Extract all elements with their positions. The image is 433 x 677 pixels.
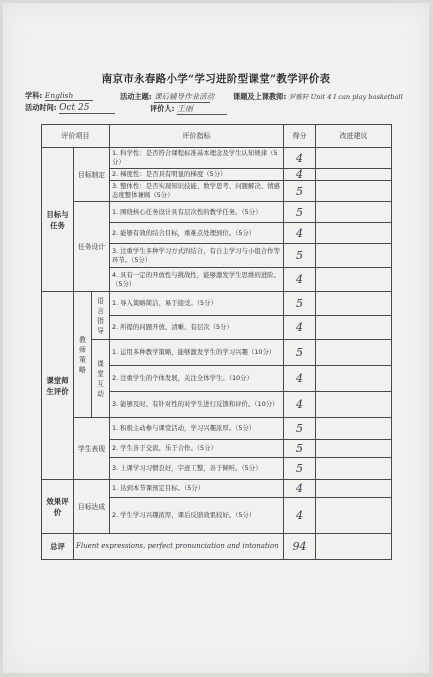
advice-cell <box>316 292 392 316</box>
evaluator-field <box>150 103 227 115</box>
section-classroom-label: 课堂师生评价 <box>42 292 74 480</box>
indicator-text: 2. 所提的问题开放、清晰、有层次（5分） <box>110 316 284 340</box>
advice-cell <box>316 244 392 268</box>
advice-cell <box>316 340 392 366</box>
indicator-text: 3. 上课学习习惯良好，字迹工整，善于倾听。（5分） <box>110 458 284 480</box>
advice-cell <box>316 148 392 169</box>
header-item: 评价项目 <box>42 125 110 148</box>
language-guidance-label: 语言指导 <box>92 292 110 340</box>
header-indicator: 评价指标 <box>110 125 284 148</box>
total-score: 94 <box>284 534 316 560</box>
topic-field <box>233 91 403 102</box>
score-cell: 4 <box>284 316 316 340</box>
goal-achievement-label: 目标达成 <box>74 480 110 534</box>
goal-setting-label: 目标制定 <box>74 148 110 202</box>
student-performance-label: 学生表现 <box>74 418 110 480</box>
header-score: 得分 <box>284 125 316 148</box>
section-effect-label: 效果评价 <box>42 480 74 534</box>
advice-cell <box>316 202 392 223</box>
advice-cell <box>316 458 392 480</box>
score-cell: 4 <box>284 480 316 498</box>
indicator-text: 2. 能够有效的结合目标，重难点处理到位。（5分） <box>110 223 284 244</box>
summary-row <box>42 534 392 560</box>
evaluator-label: 评价人: <box>150 104 175 113</box>
score-cell: 4 <box>284 223 316 244</box>
activity-label: 活动主题: <box>120 92 152 101</box>
score-cell: 4 <box>284 169 316 181</box>
table-row <box>42 202 392 223</box>
task-design-label: 任务设计 <box>74 202 110 292</box>
time-field <box>25 103 115 114</box>
table-row <box>42 340 392 366</box>
indicator-text: 3. 能够及时、有针对性的对学生进行反馈和评价。（10分） <box>110 392 284 418</box>
score-cell: 4 <box>284 392 316 418</box>
score-cell: 4 <box>284 148 316 169</box>
advice-cell <box>316 498 392 534</box>
score-cell: 4 <box>284 498 316 534</box>
advice-cell <box>316 181 392 202</box>
teacher-strategy-label: 教师策略 <box>74 292 92 418</box>
indicator-text: 1. 科学性：是否符合课程标准基本理念及学生认知规律（5分） <box>110 148 284 169</box>
score-cell: 5 <box>284 292 316 316</box>
advice-cell <box>316 440 392 458</box>
advice-cell <box>316 169 392 181</box>
score-cell: 5 <box>284 202 316 223</box>
subject-field <box>25 91 93 101</box>
advice-cell <box>316 392 392 418</box>
indicator-text: 2. 注重学生的个体发展，关注全体学生。（10分） <box>110 366 284 392</box>
subject-label: 学科: <box>25 91 43 100</box>
evaluation-table <box>41 124 392 560</box>
advice-cell <box>316 223 392 244</box>
score-cell: 5 <box>284 440 316 458</box>
evaluator-value: 王丽 <box>177 103 227 115</box>
score-cell: 5 <box>284 244 316 268</box>
score-cell: 5 <box>284 340 316 366</box>
table-row <box>42 418 392 440</box>
indicator-text: 3. 注重学生多种学习方式的结合，有自主学习与小组合作等环节。（5分） <box>110 244 284 268</box>
class-interaction-label: 课堂互动 <box>92 340 110 418</box>
score-cell: 5 <box>284 458 316 480</box>
indicator-text: 2. 学生学习兴趣浓厚，课后反馈效果较好。（5分） <box>110 498 284 534</box>
indicator-text: 4. 具有一定的开放性与挑战性，能够激发学生思维的进阶。（5分） <box>110 268 284 292</box>
section-goals-label: 目标与任务 <box>42 148 74 292</box>
table-row <box>42 292 392 316</box>
subject-value: English <box>45 91 93 101</box>
score-cell: 4 <box>284 366 316 392</box>
indicator-text: 3. 整体性：是否实现知识技能、数学思考、问题解决、情感态度整体兼顾（5分） <box>110 181 284 202</box>
advice-cell <box>316 268 392 292</box>
time-label: 活动时间: <box>25 103 57 112</box>
indicator-text: 1. 运用多种教学策略，能够激发学生的学习兴趣（10分） <box>110 340 284 366</box>
indicator-text: 1. 达到本节课预定目标。（5分） <box>110 480 284 498</box>
indicator-text: 1. 积极主动参与课堂活动，学习兴趣浓厚。（5分） <box>110 418 284 440</box>
score-cell: 5 <box>284 181 316 202</box>
indicator-text: 2. 梯度性：是否具有明显的梯度（5分） <box>110 169 284 181</box>
activity-value: 课后辅导作业活动 <box>154 92 215 101</box>
summary-label: 总评 <box>42 534 74 560</box>
topic-label: 课题及上课教师: <box>233 92 287 101</box>
document-page <box>3 3 429 673</box>
advice-cell <box>316 418 392 440</box>
score-cell: 5 <box>284 418 316 440</box>
table-row <box>42 148 392 169</box>
activity-field <box>120 91 215 103</box>
time-value: Oct 25 <box>59 103 115 114</box>
summary-advice-cell <box>316 534 392 560</box>
indicator-text: 2. 学生善于交流、乐于合作。（5分） <box>110 440 284 458</box>
indicator-text: 1. 导入策略简洁、易于接受。（5分） <box>110 292 284 316</box>
summary-text: Fluent expressions, perfect pronunciation and intonation <box>74 534 284 560</box>
table-header-row <box>42 125 392 148</box>
indicator-text: 1. 围绕核心任务设计具有层次性的教学任务。（5分） <box>110 202 284 223</box>
table-row <box>42 480 392 498</box>
advice-cell <box>316 480 392 498</box>
form-title: 南京市永春路小学“学习进阶型课堂”教学评价表 <box>101 73 331 85</box>
score-cell: 4 <box>284 268 316 292</box>
advice-cell <box>316 316 392 340</box>
header-advice: 改进建议 <box>316 125 392 148</box>
advice-cell <box>316 366 392 392</box>
topic-value: 罗雅轩 Unit 4 I can play basketball <box>288 93 403 101</box>
